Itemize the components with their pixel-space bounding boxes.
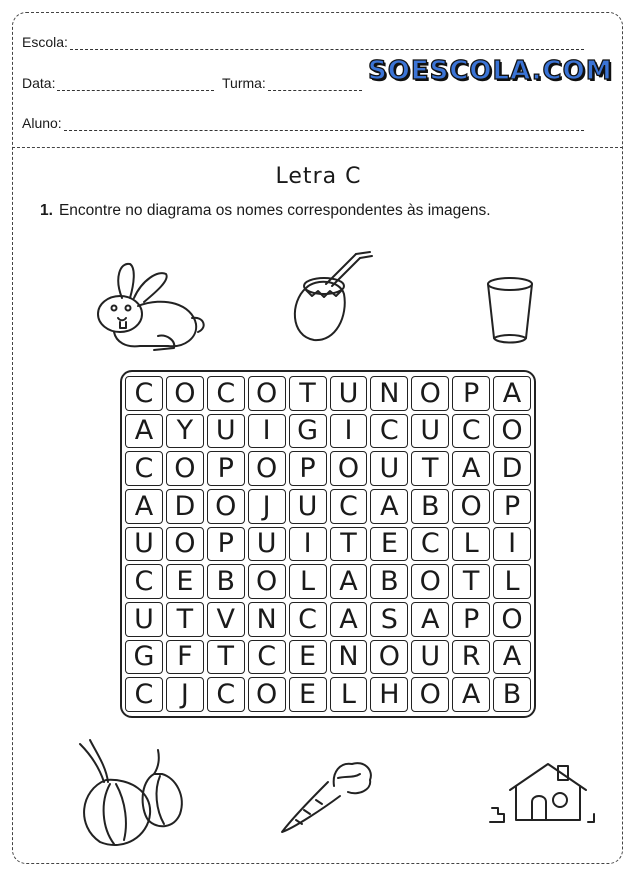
grid-cell[interactable]: L (493, 564, 531, 599)
grid-cell[interactable]: O (493, 602, 531, 637)
grid-cell[interactable]: A (411, 602, 449, 637)
grid-cell[interactable]: T (330, 527, 368, 562)
grid-cell[interactable]: B (207, 564, 245, 599)
grid-cell[interactable]: A (125, 489, 163, 524)
grid-cell[interactable]: U (125, 527, 163, 562)
grid-cell[interactable]: N (330, 640, 368, 675)
grid-cell[interactable]: A (493, 376, 531, 411)
grid-cell[interactable]: T (411, 451, 449, 486)
grid-cell[interactable]: U (289, 489, 327, 524)
school-label: Escola: (22, 34, 68, 50)
grid-cell[interactable]: N (370, 376, 408, 411)
grid-cell[interactable]: I (330, 414, 368, 449)
grid-cell[interactable]: U (411, 640, 449, 675)
grid-cell[interactable]: O (248, 376, 286, 411)
grid-cell[interactable]: U (370, 451, 408, 486)
coconut-icon (286, 246, 376, 346)
class-label: Turma: (222, 75, 266, 91)
school-line[interactable] (70, 39, 584, 50)
grid-cell[interactable]: O (493, 414, 531, 449)
grid-cell[interactable]: O (411, 564, 449, 599)
grid-cell[interactable]: T (289, 376, 327, 411)
date-field[interactable] (22, 75, 214, 91)
grid-cell[interactable]: O (248, 451, 286, 486)
brand-logo: SOESCOLA.COM (368, 56, 613, 86)
grid-cell[interactable]: A (452, 677, 490, 712)
cup-icon (482, 274, 542, 348)
date-line[interactable] (57, 80, 214, 91)
grid-cell[interactable]: O (248, 677, 286, 712)
student-line[interactable] (64, 120, 584, 131)
grid-cell[interactable]: O (166, 527, 204, 562)
grid-cell[interactable]: T (452, 564, 490, 599)
date-label: Data: (22, 75, 56, 91)
student-label: Aluno: (22, 115, 62, 131)
grid-cell[interactable]: C (125, 564, 163, 599)
grid-cell[interactable]: U (125, 602, 163, 637)
grid-cell[interactable]: I (493, 527, 531, 562)
grid-cell[interactable]: C (370, 414, 408, 449)
grid-cell[interactable]: C (452, 414, 490, 449)
grid-cell[interactable]: Y (166, 414, 204, 449)
grid-cell[interactable]: A (330, 564, 368, 599)
grid-cell[interactable]: T (166, 602, 204, 637)
worksheet-title: Letra C (275, 164, 362, 189)
grid-cell[interactable]: U (248, 527, 286, 562)
grid-cell[interactable]: E (166, 564, 204, 599)
onion-icon (70, 736, 194, 854)
grid-cell[interactable]: E (289, 640, 327, 675)
grid-cell[interactable]: L (452, 527, 490, 562)
grid-cell[interactable]: A (370, 489, 408, 524)
grid-cell[interactable]: C (248, 640, 286, 675)
grid-cell[interactable]: O (411, 677, 449, 712)
instruction-number: 1. (40, 202, 53, 219)
grid-cell[interactable]: C (207, 376, 245, 411)
word-search-grid (120, 370, 536, 718)
grid-cell[interactable]: D (166, 489, 204, 524)
student-field[interactable] (22, 115, 584, 131)
grid-cell[interactable]: S (370, 602, 408, 637)
grid-cell[interactable]: L (289, 564, 327, 599)
grid-cell[interactable]: O (411, 376, 449, 411)
grid-cell[interactable]: V (207, 602, 245, 637)
grid-cell[interactable]: O (166, 451, 204, 486)
grid-cell[interactable]: H (370, 677, 408, 712)
grid-cell[interactable]: U (411, 414, 449, 449)
grid-cell[interactable]: B (411, 489, 449, 524)
grid-cell[interactable]: A (125, 414, 163, 449)
grid-cell[interactable]: P (207, 451, 245, 486)
grid-cell[interactable]: O (207, 489, 245, 524)
grid-cell[interactable]: O (166, 376, 204, 411)
grid-cell[interactable]: L (330, 677, 368, 712)
grid-cell[interactable]: C (207, 677, 245, 712)
grid-cell[interactable]: T (207, 640, 245, 675)
grid-cell[interactable]: G (125, 640, 163, 675)
grid-cell[interactable]: U (207, 414, 245, 449)
grid-cell[interactable]: A (330, 602, 368, 637)
grid-cell[interactable]: J (166, 677, 204, 712)
grid-cell[interactable]: O (330, 451, 368, 486)
rabbit-icon (84, 258, 212, 358)
grid-cell[interactable]: U (330, 376, 368, 411)
school-field[interactable] (22, 34, 584, 50)
grid-cell[interactable]: C (125, 376, 163, 411)
grid-cell[interactable]: P (493, 489, 531, 524)
grid-cell[interactable]: E (370, 527, 408, 562)
grid-cell[interactable]: P (452, 376, 490, 411)
grid-cell[interactable]: C (125, 451, 163, 486)
grid-cell[interactable]: O (370, 640, 408, 675)
grid-cell[interactable]: B (493, 677, 531, 712)
grid-cell[interactable]: B (370, 564, 408, 599)
grid-cell[interactable]: J (248, 489, 286, 524)
grid-cell[interactable]: E (289, 677, 327, 712)
grid-cell[interactable]: G (289, 414, 327, 449)
class-line[interactable] (268, 80, 362, 91)
grid-cell[interactable]: C (125, 677, 163, 712)
grid-cell[interactable]: C (330, 489, 368, 524)
grid-cell[interactable]: C (411, 527, 449, 562)
grid-cell[interactable]: A (493, 640, 531, 675)
grid-cell[interactable]: O (452, 489, 490, 524)
grid-cell[interactable]: P (207, 527, 245, 562)
header-divider (12, 147, 623, 148)
grid-cell[interactable]: R (452, 640, 490, 675)
grid-cell[interactable]: P (452, 602, 490, 637)
grid-cell[interactable]: A (452, 451, 490, 486)
grid-cell[interactable]: N (248, 602, 286, 637)
instruction-text: Encontre no diagrama os nomes correspondentes às imagens. (58, 202, 491, 219)
grid-cell[interactable]: C (289, 602, 327, 637)
grid-cell[interactable]: I (289, 527, 327, 562)
grid-cell[interactable]: D (493, 451, 531, 486)
instruction (40, 202, 491, 220)
house-icon (488, 756, 596, 828)
grid-cell[interactable]: O (248, 564, 286, 599)
class-field[interactable] (222, 75, 362, 91)
grid-cell[interactable]: P (289, 451, 327, 486)
grid-cell[interactable]: I (248, 414, 286, 449)
grid-cell[interactable]: F (166, 640, 204, 675)
carrot-icon (274, 756, 384, 842)
